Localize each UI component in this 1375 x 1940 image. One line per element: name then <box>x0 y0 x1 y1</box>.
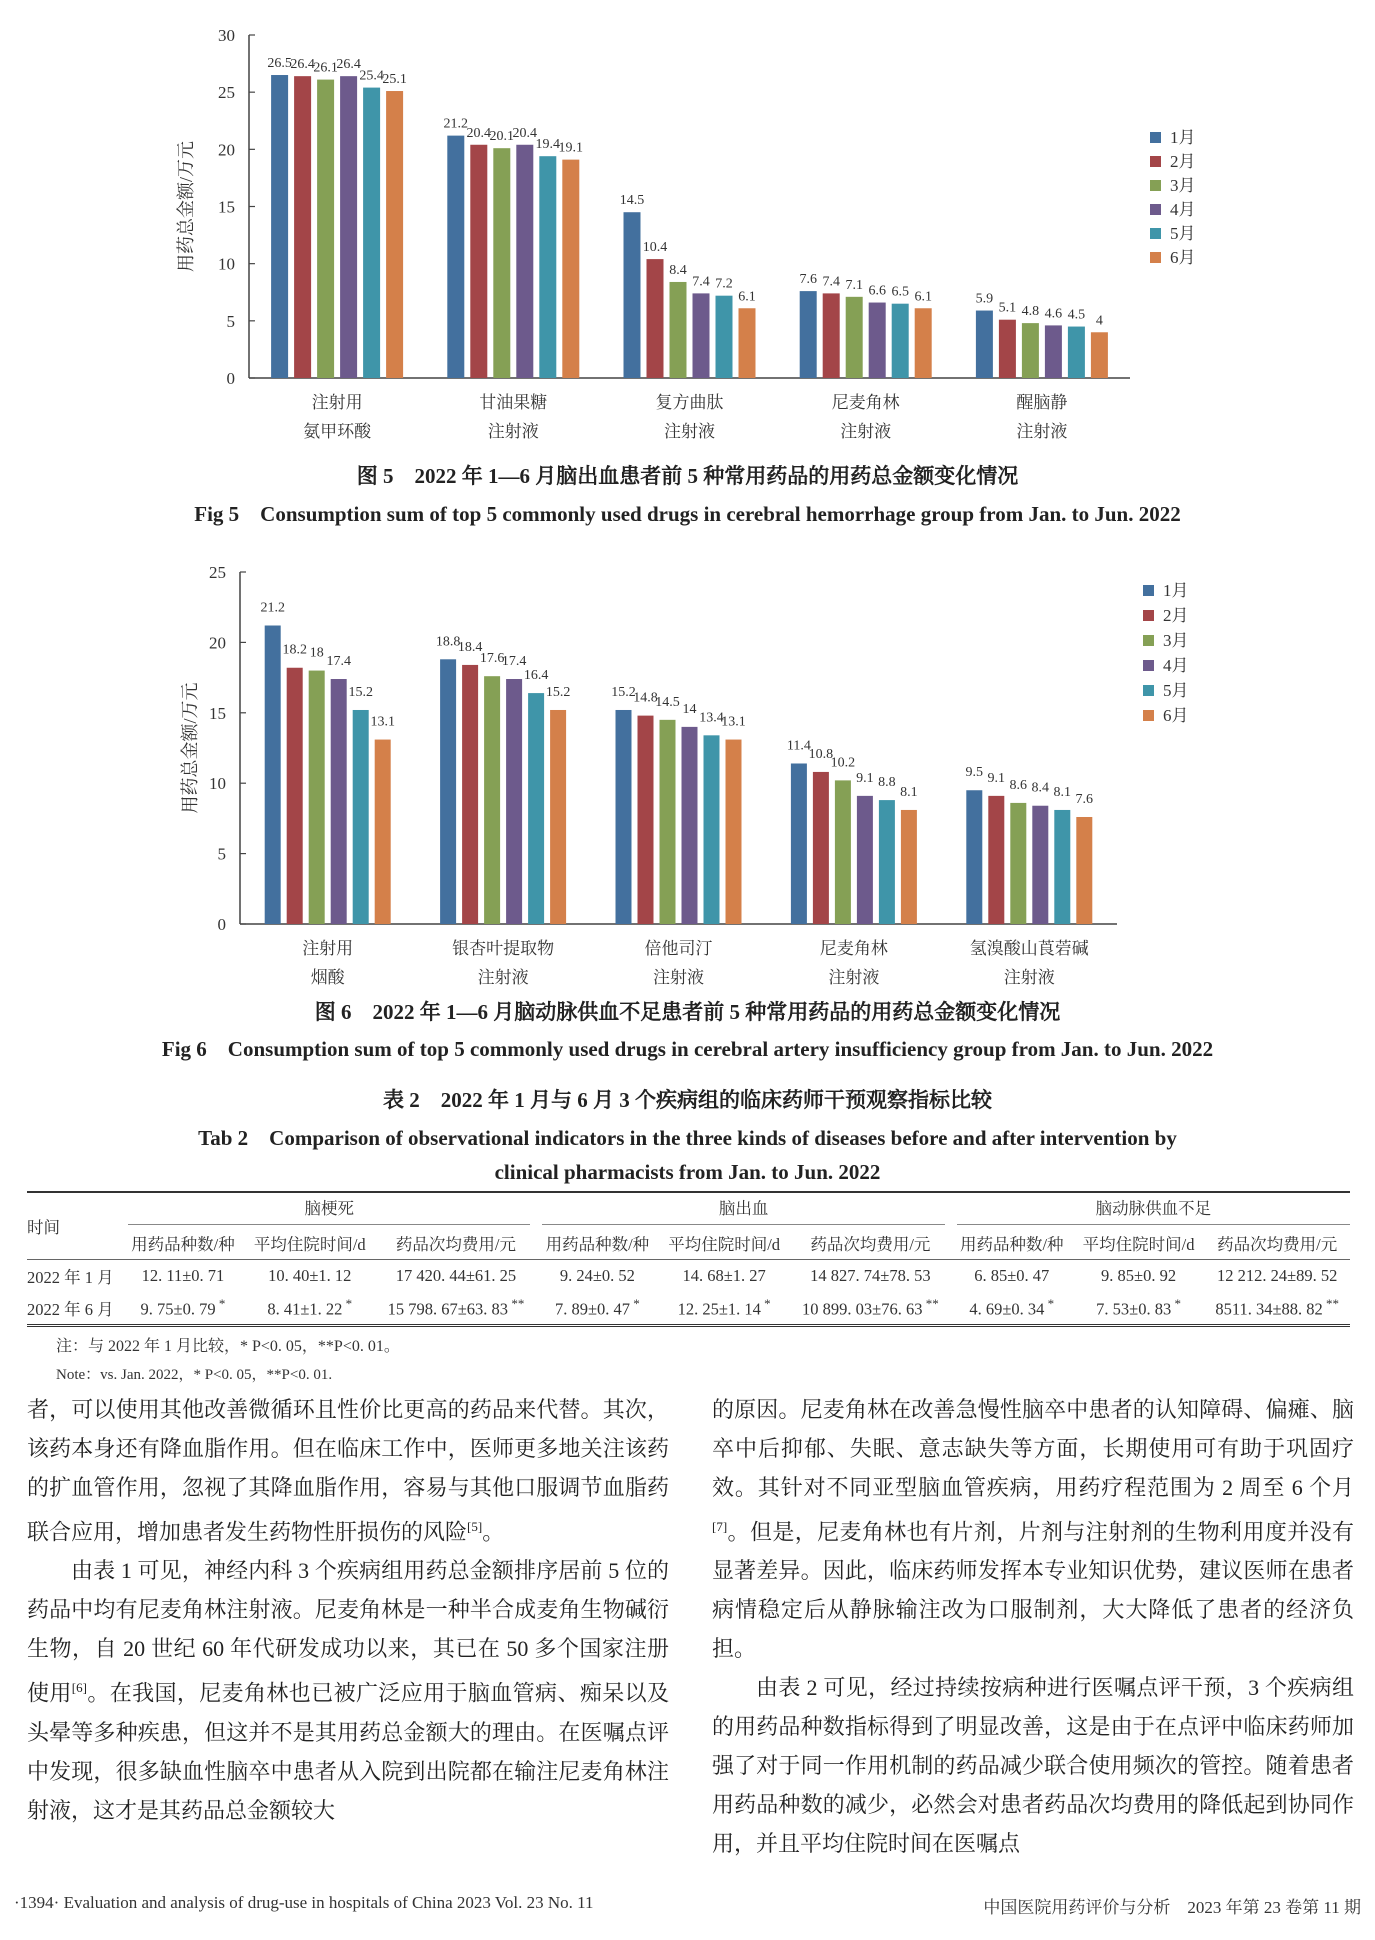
table-2-note-cn: 注：与 2022 年 1 月比较，* P<0. 05，**P<0. 01。 <box>56 1338 400 1355</box>
table-cell: 8. 41±1. 22 * <box>267 1296 353 1319</box>
bar <box>353 710 369 924</box>
figure-6-bar-chart <box>0 548 1375 998</box>
bar <box>739 308 756 378</box>
subheader: 药品次均费用/元 <box>1217 1235 1338 1254</box>
bar-value-label: 4.5 <box>1067 307 1086 323</box>
legend-swatch <box>1150 156 1161 167</box>
category-label: 复方曲肽 <box>655 393 724 412</box>
bar-value-label: 8.4 <box>669 262 687 278</box>
bar <box>287 668 303 924</box>
bar-value-label: 10.2 <box>830 755 856 771</box>
bar <box>265 626 281 924</box>
table-cell: 14 827. 74±78. 53 <box>810 1266 931 1285</box>
y-tick-label: 20 <box>218 140 235 160</box>
bar <box>1010 803 1026 924</box>
subheader: 药品次均费用/元 <box>810 1235 931 1254</box>
category-label: 银杏叶提取物 <box>452 939 555 958</box>
bar <box>857 796 873 924</box>
bar <box>484 676 500 924</box>
bar <box>647 259 664 378</box>
bar-value-label: 11.4 <box>786 738 811 754</box>
bar <box>447 136 464 378</box>
bar-value-label: 18.4 <box>457 639 483 655</box>
bar-value-label: 17.4 <box>501 654 527 670</box>
bar-value-label: 17.6 <box>479 651 505 667</box>
bar <box>462 665 478 924</box>
significance-mark: ** <box>508 1296 525 1312</box>
bar <box>294 76 311 378</box>
bar <box>999 320 1016 378</box>
table-cell: 9. 24±0. 52 <box>559 1266 635 1285</box>
bar <box>1076 817 1092 924</box>
body-paragraph: 的原因。尼麦角林在改善急慢性脑卒中患者的认知障碍、偏瘫、脑卒中后抑郁、失眠、意志缺失等方面，长期使用可有助于巩固疗效。其针对不同亚型脑血管疾病，用药疗程范围为 2 周至 6 个月[7]。但是，尼麦角林也有片剂，片剂与注射剂的生物利用度并没有显著差异。因此，临床药师发挥本专业知识优势，建议医师在患者病情稳定后从静脉输注改为口服制剂，大大降低了患者的经济负担。 <box>712 1397 1354 1662</box>
bar-value-label: 8.1 <box>1053 784 1072 800</box>
bar-value-label: 14.8 <box>633 690 658 706</box>
bar-value-label: 10.4 <box>642 240 668 256</box>
figure-5-caption-en: Fig 5 Consumption sum of top 5 commonly used drugs in cerebral hemorrhage group from Jan. to Jun. 2022 <box>194 502 1181 526</box>
category-label: 氢溴酸山莨菪碱 <box>969 939 1089 958</box>
table-cell: 14. 68±1. 27 <box>682 1266 766 1285</box>
bar <box>901 810 917 924</box>
bar-value-label: 18.8 <box>435 634 461 650</box>
bar-value-label: 15.2 <box>348 684 373 700</box>
y-tick-label: 10 <box>209 774 226 794</box>
table-cell: 7. 53±0. 83 * <box>1096 1296 1181 1319</box>
bar <box>562 160 579 378</box>
y-tick-label: 10 <box>218 254 235 274</box>
figure-6-caption-en: Fig 6 Consumption sum of top 5 commonly used drugs in cerebral artery insufficiency group from Jan. to Jun. 2022 <box>161 1037 1214 1061</box>
legend-swatch <box>1143 710 1154 721</box>
bar-value-label: 7.2 <box>715 276 733 292</box>
category-label: 注射液 <box>828 968 880 987</box>
y-tick-label: 20 <box>209 633 226 653</box>
y-tick-label: 15 <box>218 197 235 217</box>
category-label: 注射液 <box>840 422 892 441</box>
legend-label: 5月 <box>1163 681 1189 700</box>
bar-value-label: 6.6 <box>868 283 886 299</box>
legend-label: 4月 <box>1163 656 1189 675</box>
bar <box>1045 325 1062 378</box>
bar <box>363 88 380 378</box>
bar <box>638 716 654 924</box>
legend-label: 2月 <box>1170 152 1196 171</box>
figure-5-bar-chart <box>0 0 1375 470</box>
footer-journal-cn: 中国医院用药评价与分析 2023 年第 23 卷第 11 期 <box>983 1898 1361 1917</box>
bar-value-label: 21.2 <box>443 116 469 132</box>
bar-value-label: 25.4 <box>359 68 384 84</box>
bar-value-label: 13.4 <box>699 710 724 726</box>
bar <box>550 710 566 924</box>
legend-label: 5月 <box>1170 224 1196 243</box>
table-cell: 7. 89±0. 47 * <box>554 1296 640 1319</box>
bar <box>693 293 710 378</box>
bar-value-label: 7.6 <box>1075 791 1094 807</box>
bar-value-label: 9.1 <box>856 770 874 786</box>
category-label: 烟酸 <box>310 968 345 987</box>
bar-value-label: 8.6 <box>1009 777 1028 793</box>
bar <box>976 311 993 378</box>
bar-value-label: 4 <box>1095 313 1103 329</box>
bar <box>440 659 456 924</box>
y-tick-label: 5 <box>217 844 226 864</box>
legend-label: 1月 <box>1163 581 1189 600</box>
bar-value-label: 26.5 <box>267 56 292 72</box>
significance-mark: * <box>342 1296 353 1312</box>
legend-swatch <box>1150 228 1161 239</box>
bar-value-label: 8.1 <box>900 784 918 800</box>
bar-value-label: 4.8 <box>1021 304 1040 320</box>
category-label: 注射液 <box>487 422 539 441</box>
y-tick-label: 5 <box>226 311 235 331</box>
bar-value-label: 5.9 <box>975 291 994 307</box>
bar-value-label: 9.1 <box>987 770 1006 786</box>
bar-value-label: 20.4 <box>466 125 492 141</box>
subheader: 平均住院时间/d <box>668 1235 781 1254</box>
legend-label: 4月 <box>1170 200 1196 219</box>
legend-label: 3月 <box>1163 631 1189 650</box>
category-label: 氨甲环酸 <box>303 422 372 441</box>
figure-6-caption-cn: 图 6 2022 年 1—6 月脑动脉供血不足患者前 5 种常用药品的用药总金额变化情况 <box>314 1000 1061 1024</box>
bar <box>309 671 325 924</box>
bar-value-label: 26.4 <box>290 57 315 73</box>
bar <box>493 148 510 378</box>
bar-value-label: 9.5 <box>965 765 984 781</box>
bar-value-label: 20.4 <box>512 125 538 141</box>
table-cell: 17 420. 44±61. 25 <box>395 1266 517 1285</box>
bar <box>386 91 403 378</box>
bar-value-label: 6.1 <box>738 289 756 305</box>
bar-value-label: 10.8 <box>808 746 834 762</box>
category-label: 注射液 <box>1016 422 1068 441</box>
bar-value-label: 6.5 <box>891 284 909 300</box>
bar <box>879 800 895 924</box>
table-row <box>27 1260 1350 1293</box>
significance-mark: * <box>215 1296 226 1312</box>
bar-value-label: 20.1 <box>489 129 515 145</box>
bar <box>791 763 807 924</box>
bar-value-label: 16.4 <box>523 668 549 684</box>
legend-swatch <box>1150 180 1161 191</box>
body-paragraph: 者，可以使用其他改善微循环且性价比更高的药品来代替。其次，该药本身还有降血脂作用。但在临床工作中，医师更多地关注该药的扩血管作用，忽视了其降血脂作用，容易与其他口服调节血脂药联合应用，增加患者发生药物性肝损伤的风险[5]。 <box>27 1397 669 1545</box>
bar <box>616 710 632 924</box>
category-label: 醒脑静 <box>1016 393 1068 412</box>
legend-label: 1月 <box>1170 128 1196 147</box>
table-2-title-en-line2: clinical pharmacists from Jan. to Jun. 2022 <box>494 1160 881 1184</box>
category-label: 注射液 <box>653 968 704 987</box>
subheader: 药品次均费用/元 <box>395 1235 517 1254</box>
table-2 <box>27 1191 1350 1327</box>
bar <box>966 790 982 924</box>
y-tick-label: 30 <box>218 26 235 45</box>
bar <box>846 297 863 378</box>
bar <box>340 76 357 378</box>
table-cell: 12. 11±0. 71 <box>141 1266 225 1285</box>
category-label: 注射用 <box>311 393 363 412</box>
bar-value-label: 21.2 <box>260 600 285 616</box>
bar <box>813 772 829 924</box>
legend-label: 6月 <box>1170 248 1196 267</box>
table-cell: 10 899. 03±76. 63 ** <box>802 1296 939 1319</box>
time-header: 时间 <box>27 1192 122 1260</box>
y-tick-label: 15 <box>209 703 226 723</box>
bar <box>915 308 932 378</box>
bar <box>726 740 742 924</box>
bar <box>800 291 817 378</box>
subheader: 平均住院时间/d <box>253 1235 366 1254</box>
category-label: 尼麦角林 <box>831 393 900 412</box>
bar <box>660 720 676 924</box>
legend-swatch <box>1150 132 1161 143</box>
category-label: 倍他司汀 <box>644 939 713 958</box>
table-cell: 4. 69±0. 34 * <box>969 1296 1055 1319</box>
legend-swatch <box>1150 252 1161 263</box>
subheader: 用药品种数/种 <box>545 1235 650 1254</box>
table-cell: 12. 25±1. 14 * <box>677 1296 771 1319</box>
category-label: 注射液 <box>664 422 715 441</box>
bar <box>506 679 522 924</box>
table-cell: 15 798. 67±63. 83 ** <box>387 1296 525 1319</box>
subheader: 平均住院时间/d <box>1082 1235 1195 1254</box>
legend-swatch <box>1143 660 1154 671</box>
category-label: 甘油果糖 <box>479 393 548 412</box>
legend-label: 2月 <box>1163 606 1189 625</box>
y-tick-label: 25 <box>209 563 226 582</box>
body-text-right-column <box>712 1390 1354 1863</box>
bar-value-label: 7.6 <box>799 272 817 288</box>
bar <box>375 740 391 924</box>
table-cell: 10. 40±1. 12 <box>268 1266 352 1285</box>
body-paragraph: 由表 2 可见，经过持续按病种进行医嘱点评干预，3 个疾病组的用药品种数指标得到了明显改善，这是由于在点评中临床药师加强了对于同一作用机制的药品减少联合使用频次的管控。随着患者用药品种数的减少，必然会对患者药品次均费用的降低起到协同作用，并且平均住院时间在医嘱点 <box>712 1675 1354 1857</box>
table-row <box>27 1292 1350 1326</box>
bar <box>1054 810 1070 924</box>
bar <box>1091 332 1108 378</box>
significance-mark: * <box>1171 1296 1181 1312</box>
bar <box>624 212 641 378</box>
y-axis-label: 用药总金额/万元 <box>176 140 196 273</box>
y-tick-label: 25 <box>218 83 235 103</box>
table-cell: 6. 85±0. 47 <box>974 1266 1050 1285</box>
bar <box>670 282 687 378</box>
legend-swatch <box>1143 685 1154 696</box>
figure-5-caption-cn: 图 5 2022 年 1—6 月脑出血患者前 5 种常用药品的用药总金额变化情况 <box>356 464 1019 488</box>
bar-value-label: 14.5 <box>655 694 680 710</box>
category-label: 尼麦角林 <box>819 939 888 958</box>
table-cell: 9. 85±0. 92 <box>1101 1266 1177 1285</box>
bar-value-label: 19.1 <box>558 140 584 156</box>
bar <box>470 145 487 378</box>
table-2-note-en: Note：vs. Jan. 2022，* P<0. 05，**P<0. 01. <box>56 1367 333 1383</box>
table-2-title-cn: 表 2 2022 年 1 月与 6 月 3 个疾病组的临床药师干预观察指标比较 <box>383 1088 992 1112</box>
table-2-title-en-line1: Tab 2 Comparison of observational indicators in the three kinds of diseases before and after intervention by <box>198 1126 1177 1150</box>
group-header: 脑动脉供血不足 <box>951 1192 1350 1227</box>
bar-value-label: 13.1 <box>370 714 395 730</box>
table-cell: 9. 75±0. 79 * <box>140 1296 226 1319</box>
bar <box>892 304 909 378</box>
citation-reference: [6] <box>71 1680 87 1696</box>
group-header: 脑梗死 <box>122 1192 536 1227</box>
bar <box>1032 806 1048 924</box>
y-tick-label: 0 <box>217 915 226 934</box>
bar-value-label: 19.4 <box>535 137 561 153</box>
body-paragraph: 由表 1 可见，神经内科 3 个疾病组用药总金额排序居前 5 位的药品中均有尼麦角林注射液。尼麦角林是一种半合成麦角生物碱衍生物，自 20 世纪 60 年代研发成功以来，其已在 50 多个国家注册使用[6]。在我国，尼麦角林也已被广泛应用于脑血管病、痴呆以及头晕等多种疾患，但这并不是其用药总金额大的理由。在医嘱点评中发现，很多缺血性脑卒中患者从入院到出院都在输注尼麦角林注射液，这才是其药品总金额较大 <box>27 1558 669 1823</box>
bar <box>1068 327 1085 378</box>
significance-mark: ** <box>922 1296 939 1312</box>
bar-value-label: 8.8 <box>878 775 896 791</box>
bar <box>271 75 288 378</box>
bar <box>704 735 720 924</box>
significance-mark: * <box>760 1296 771 1312</box>
bar-value-label: 8.4 <box>1031 780 1050 796</box>
bar-value-label: 14.5 <box>619 193 645 209</box>
subheader: 用药品种数/种 <box>959 1235 1064 1254</box>
bar <box>317 80 334 378</box>
footer-journal-en: ·1394· Evaluation and analysis of drug-use in hospitals of China 2023 Vol. 23 No. 11 <box>14 1893 594 1912</box>
bar <box>869 303 886 378</box>
bar-value-label: 18 <box>309 645 324 661</box>
legend-swatch <box>1143 635 1154 646</box>
category-label: 注射用 <box>302 939 354 958</box>
bar-value-label: 14 <box>682 701 697 717</box>
bar <box>516 145 533 378</box>
bar-value-label: 26.1 <box>313 60 338 76</box>
category-label: 注射液 <box>1003 968 1055 987</box>
bar-value-label: 13.1 <box>721 714 746 730</box>
bar-value-label: 7.4 <box>822 274 840 290</box>
significance-mark: * <box>630 1296 640 1312</box>
bar-value-label: 18.2 <box>282 642 307 658</box>
bar <box>988 796 1004 924</box>
citation-reference: [5] <box>467 1519 483 1534</box>
row-time: 2022 年 1 月 <box>27 1268 114 1287</box>
row-time: 2022 年 6 月 <box>27 1300 114 1319</box>
legend-label: 6月 <box>1163 706 1189 725</box>
category-label: 注射液 <box>477 968 529 987</box>
bar-value-label: 6.1 <box>914 289 932 305</box>
citation-reference: [7] <box>712 1519 728 1534</box>
bar-value-label: 7.4 <box>692 274 710 290</box>
group-header: 脑出血 <box>536 1192 950 1227</box>
legend-label: 3月 <box>1170 176 1196 195</box>
bar-value-label: 15.2 <box>545 684 571 700</box>
bar-value-label: 25.1 <box>382 72 407 88</box>
bar <box>539 156 556 378</box>
significance-mark: ** <box>1322 1296 1340 1312</box>
bar-value-label: 26.4 <box>336 57 361 73</box>
bar <box>331 679 347 924</box>
bar <box>835 780 851 924</box>
bar-value-label: 7.1 <box>845 277 863 293</box>
body-text-left-column <box>27 1390 669 1830</box>
table-cell: 8511. 34±88. 82 ** <box>1215 1296 1340 1319</box>
bar <box>682 727 698 924</box>
legend-swatch <box>1143 610 1154 621</box>
legend-swatch <box>1143 585 1154 596</box>
legend-swatch <box>1150 204 1161 215</box>
bar-value-label: 17.4 <box>326 654 351 670</box>
bar-value-label: 5.1 <box>998 300 1017 316</box>
y-tick-label: 0 <box>226 369 235 388</box>
y-axis-label: 用药总金额/万元 <box>180 682 200 814</box>
bar-value-label: 4.6 <box>1044 306 1063 322</box>
subheader: 用药品种数/种 <box>131 1235 235 1254</box>
significance-mark: * <box>1044 1296 1055 1312</box>
bar-value-label: 15.2 <box>611 684 636 700</box>
bar <box>716 296 733 378</box>
bar <box>528 693 544 924</box>
bar <box>823 293 840 378</box>
table-cell: 12 212. 24±89. 52 <box>1216 1266 1338 1285</box>
bar <box>1022 323 1039 378</box>
